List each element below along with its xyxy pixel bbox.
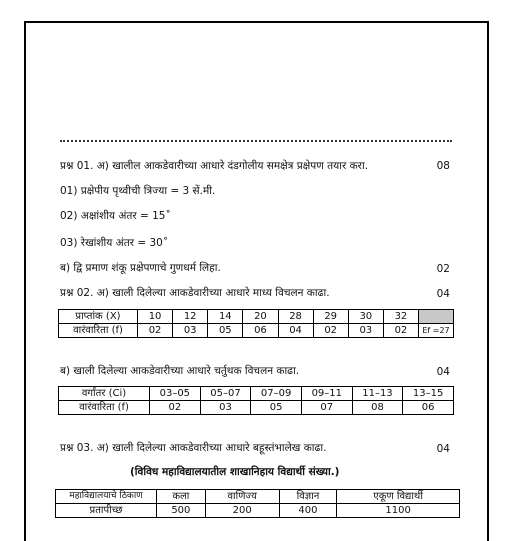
q1-item-3: 03) रेखांशीय अंतर = 30˚ xyxy=(60,237,169,249)
table-cell: 04 xyxy=(278,324,313,338)
q1-header: प्रश्न 01. अ) खालील आकडेवारीच्या आधारे दंडगोलीय समक्षेत्र प्रक्षेपण तयार करा. xyxy=(60,160,369,172)
table-cell: 05 xyxy=(208,324,243,338)
table-row xyxy=(59,387,454,401)
table-row-label: प्राप्तांक (X) xyxy=(59,310,138,324)
q3-header: प्रश्न 03. अ) खाली दिलेल्या आकडेवारीच्या आधारे बहूस्तंभालेख काढा. xyxy=(60,442,327,454)
frequency-table-1 xyxy=(58,309,454,338)
table-row xyxy=(56,504,460,518)
sum-cell: Ef =27 xyxy=(419,324,454,338)
table-cell: 08 xyxy=(352,401,403,415)
table-cell: प्रतापीच्छ xyxy=(56,504,157,518)
table-cell: 11–13 xyxy=(352,387,403,401)
table-row-label: वर्गांतर (Ci) xyxy=(59,387,150,401)
frequency-table-2 xyxy=(58,386,454,415)
q2-b-text: ब) खाली दिलेल्या आकडेवारीच्या आधारे चर्तुथक विचलन काढा. xyxy=(60,365,300,377)
table-cell: 02 xyxy=(150,401,201,415)
table-cell: 14 xyxy=(208,310,243,324)
q3-subtitle: (विविध महाविद्यालयातील शाखानिहाय विद्यार्थी संख्या.) xyxy=(130,466,340,478)
table-cell: 02 xyxy=(383,324,418,338)
table-cell: 03–05 xyxy=(150,387,201,401)
table-cell: 30 xyxy=(348,310,383,324)
table-cell: 05 xyxy=(251,401,302,415)
table-cell: 29 xyxy=(313,310,348,324)
table-row xyxy=(59,401,454,415)
table-cell: 20 xyxy=(243,310,278,324)
students-table xyxy=(55,489,460,518)
table-cell: 1100 xyxy=(337,504,460,518)
table-cell: 02 xyxy=(313,324,348,338)
table-cell: 200 xyxy=(205,504,279,518)
table-header: वाणिज्य xyxy=(205,490,279,504)
table-cell: 05–07 xyxy=(200,387,251,401)
table-cell: 400 xyxy=(279,504,336,518)
table-cell: 28 xyxy=(278,310,313,324)
table-cell: 07–09 xyxy=(251,387,302,401)
table-cell: 03 xyxy=(200,401,251,415)
table-header: कला xyxy=(157,490,206,504)
q1-item-1: 01) प्रक्षेपीय पृथ्वीची त्रिज्या = 3 सें.मी. xyxy=(60,185,216,197)
dotted-separator xyxy=(60,140,452,142)
table-cell: 03 xyxy=(348,324,383,338)
q1-item-2: 02) अक्षांशीय अंतर = 15˚ xyxy=(60,210,171,222)
table-cell: 03 xyxy=(173,324,208,338)
table-row xyxy=(59,310,454,324)
q1-marks: 08 xyxy=(436,160,450,172)
table-cell: 02 xyxy=(138,324,173,338)
table-header: एकूण विद्यार्थी xyxy=(337,490,460,504)
table-cell: 32 xyxy=(383,310,418,324)
table-cell: 12 xyxy=(173,310,208,324)
table-cell: 500 xyxy=(157,504,206,518)
table-header: विज्ञान xyxy=(279,490,336,504)
table-cell: 13–15 xyxy=(403,387,454,401)
table-row xyxy=(59,324,454,338)
table-cell-shaded xyxy=(419,310,454,324)
q3-marks: 04 xyxy=(436,443,450,455)
table-row-label: वारंवारिता (f) xyxy=(59,324,138,338)
q1-b-marks: 02 xyxy=(436,263,450,275)
q2-b-marks: 04 xyxy=(436,366,450,378)
table-cell: 06 xyxy=(243,324,278,338)
table-header: महाविद्यालयाचे ठिकाण xyxy=(56,490,157,504)
table-cell: 10 xyxy=(138,310,173,324)
q2-marks: 04 xyxy=(436,288,450,300)
q2-header: प्रश्न 02. अ) खाली दिलेल्या आकडेवारीच्या आधारे माध्य विचलन काढा. xyxy=(60,287,330,299)
table-cell: 06 xyxy=(403,401,454,415)
table-header-row xyxy=(56,490,460,504)
table-cell: 07 xyxy=(301,401,352,415)
table-cell: 09–11 xyxy=(301,387,352,401)
table-row-label: वारंवारिता (f) xyxy=(59,401,150,415)
q1-b-text: ब) द्वि प्रमाण शंकू प्रक्षेपणाचे गुणधर्म लिहा. xyxy=(60,262,221,274)
page-border xyxy=(24,21,489,541)
